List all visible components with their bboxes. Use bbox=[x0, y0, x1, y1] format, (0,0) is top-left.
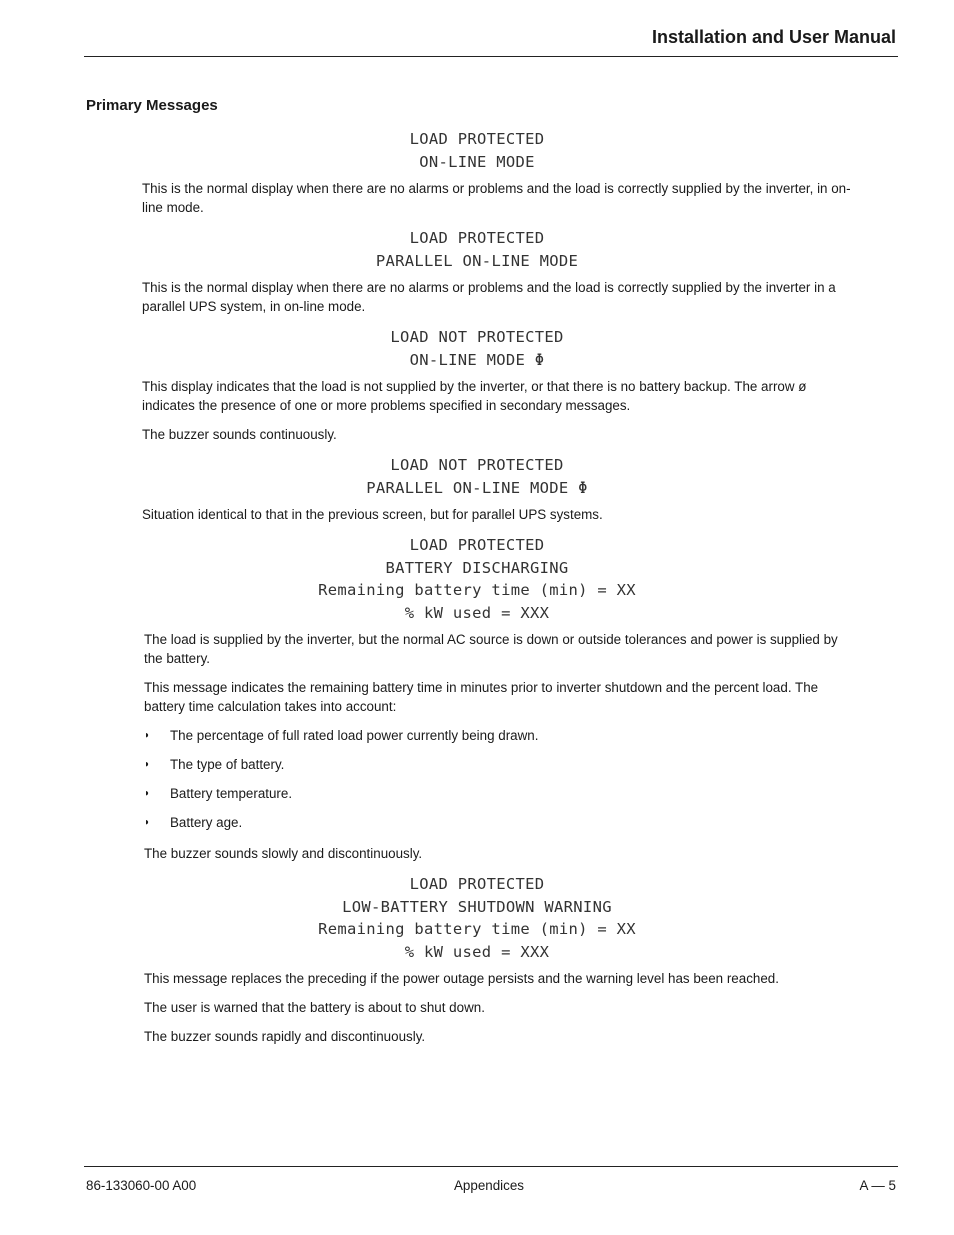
lcd-display bbox=[0, 227, 954, 272]
lcd-line: ON-LINE MODE Φ bbox=[409, 350, 545, 369]
page-content bbox=[0, 128, 954, 1056]
list-item-text: Battery temperature. bbox=[170, 786, 293, 801]
lcd-line: BATTERY DISCHARGING bbox=[385, 558, 569, 577]
bullet-icon: ◗ bbox=[144, 788, 151, 799]
description-paragraph: This message replaces the preceding if the power outage persists and the warning level has been reached. bbox=[144, 971, 779, 986]
lcd-line: LOAD NOT PROTECTED bbox=[390, 328, 564, 346]
list-item-text: Battery age. bbox=[170, 815, 243, 830]
description-paragraph: The buzzer sounds slowly and discontinuously. bbox=[144, 846, 423, 861]
lcd-display bbox=[0, 128, 954, 173]
lcd-line: PARALLEL ON-LINE MODE Φ bbox=[366, 478, 588, 497]
bullet-icon: ◗ bbox=[144, 730, 151, 741]
lcd-line: LOAD PROTECTED bbox=[409, 130, 545, 148]
description-paragraph: The user is warned that the battery is about to shut down. bbox=[144, 1000, 485, 1015]
list-item-text: The type of battery. bbox=[170, 757, 285, 772]
lcd-line: LOAD PROTECTED bbox=[409, 229, 545, 247]
lcd-line: % kW used = XXX bbox=[404, 942, 550, 961]
description-paragraph: This message indicates the remaining battery time in minutes prior to inverter shutdown and the percent load. The battery time calculation takes into account: bbox=[144, 680, 819, 714]
lcd-line: PARALLEL ON-LINE MODE bbox=[375, 251, 579, 270]
message-block bbox=[0, 227, 954, 316]
description-paragraph: This is the normal display when there are no alarms or problems and the load is correctly supplied by the inverter, in on-line mode. bbox=[142, 181, 851, 215]
lcd-line: LOW-BATTERY SHUTDOWN WARNING bbox=[342, 897, 612, 916]
lcd-line: ON-LINE MODE bbox=[419, 152, 535, 171]
header-rule bbox=[84, 56, 898, 57]
list-item bbox=[144, 813, 954, 832]
bullet-list bbox=[0, 726, 954, 832]
lcd-display bbox=[0, 534, 954, 624]
list-item bbox=[144, 784, 954, 803]
section-heading: Primary Messages bbox=[86, 97, 218, 114]
lcd-line: Remaining battery time (min) = XX bbox=[318, 581, 636, 599]
bullet-icon: ◗ bbox=[144, 817, 151, 828]
description-paragraph: The load is supplied by the inverter, but the normal AC source is down or outside tolerances and power is supplied by the battery. bbox=[144, 632, 838, 666]
description-paragraph: Situation identical to that in the previous screen, but for parallel UPS systems. bbox=[142, 507, 603, 522]
description-paragraph: This is the normal display when there are no alarms or problems and the load is correctly supplied by the inverter in a parallel UPS system, in on-line mode. bbox=[142, 280, 836, 314]
message-block bbox=[0, 128, 954, 217]
list-item-text: The percentage of full rated load power currently being drawn. bbox=[170, 728, 539, 743]
footer-doc-number: 86-133060-00 A00 bbox=[86, 1178, 197, 1193]
message-block bbox=[0, 873, 954, 1046]
lcd-line: % kW used = XXX bbox=[404, 603, 550, 622]
footer-page-number: A — 5 bbox=[859, 1178, 896, 1193]
message-block bbox=[0, 326, 954, 444]
lcd-display bbox=[0, 873, 954, 963]
footer-rule bbox=[84, 1166, 898, 1167]
lcd-line: Remaining battery time (min) = XX bbox=[318, 920, 636, 938]
lcd-line: LOAD PROTECTED bbox=[409, 536, 545, 554]
description-paragraph: The buzzer sounds continuously. bbox=[142, 427, 337, 442]
list-item bbox=[144, 726, 954, 745]
header-title: Installation and User Manual bbox=[651, 27, 896, 47]
footer-section: Appendices bbox=[454, 1178, 524, 1193]
lcd-display bbox=[0, 454, 954, 499]
bullet-icon: ◗ bbox=[144, 759, 151, 770]
message-block bbox=[0, 454, 954, 524]
description-paragraph: The buzzer sounds rapidly and discontinuously. bbox=[144, 1029, 426, 1044]
lcd-display bbox=[0, 326, 954, 371]
message-block bbox=[0, 534, 954, 863]
lcd-line: LOAD NOT PROTECTED bbox=[390, 456, 564, 474]
description-paragraph: This display indicates that the load is not supplied by the inverter, or that there is no battery backup. The arrow ø indicates the presence of one or more problems specified in secondary messages. bbox=[142, 379, 807, 413]
list-item bbox=[144, 755, 954, 774]
lcd-line: LOAD PROTECTED bbox=[409, 875, 545, 893]
